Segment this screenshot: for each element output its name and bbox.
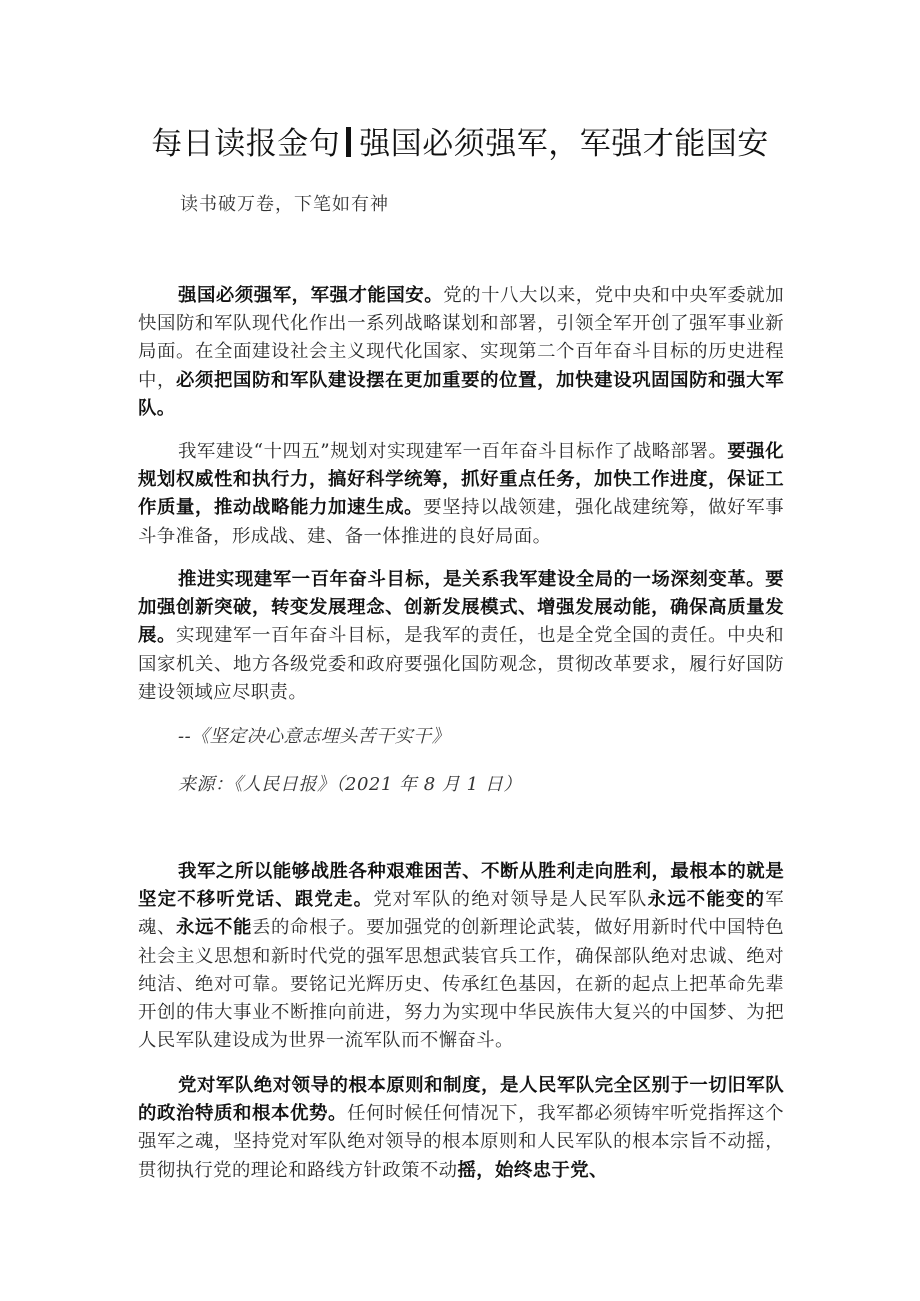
- paragraph-3: [138, 566, 784, 707]
- title-left: 每日读报金句: [151, 126, 341, 162]
- bold-text-run: 强国必须强军，军强才能国安。: [178, 285, 444, 306]
- page-title: [0, 118, 920, 163]
- text-run: 要坚持以战领建，强化战建统筹，做好军事斗争准备，形成战、建、备一体推进的良好局面。: [138, 497, 784, 547]
- text-run: 党对军队的绝对领导是人民军队: [373, 889, 648, 911]
- bold-text-run: 摇，始终忠于党、: [457, 1159, 608, 1181]
- title-divider-bar: [346, 127, 351, 157]
- bold-text-run: 党对军队绝对领导的根本原则和制度，是人民军队完全区别于一切旧军队的政治特质和根本优势。: [138, 1075, 784, 1125]
- title-right: 强国必须强军，军强才能国安: [359, 126, 769, 162]
- text-run: 丢的命根子。要加强党的创新理论武装，做好用新时代中国特色社会主义思想和新时代党的强军思想武装官兵工作，确保部队绝对忠诚、绝对纯洁、绝对可靠。要铭记光辉历史、传承红色基因，在新的起点上把革命先辈开创的伟大事业不断推向前进，努力为实现中华民族伟大复兴的中国梦、为把人民军队建设成为世界一流军队而不懈奋斗。: [138, 917, 784, 1052]
- article-title: --《坚定决心意志埋头苦干实干》: [178, 726, 451, 747]
- paragraph-4: [138, 858, 784, 1055]
- bold-text-run: 要强化规划权威性和执行力，搞好科学统筹，抓好重点任务，加快工作进度，保证工作质量，推动战略能力加速生成。: [138, 441, 784, 519]
- paragraph-5: [138, 1072, 784, 1185]
- text-run: 实现建军一百年奋斗目标，是我军的责任，也是全党全国的责任。中央和国家机关、地方各级党委和政府要强化国防观念，贯彻改革要求，履行好国防建设领域应尽职责。: [138, 625, 784, 703]
- paragraph-1: [138, 282, 784, 423]
- bold-text-run: 永远不能变的: [647, 889, 766, 911]
- text-run: 党的十八大以来，党中央和中央军委就加快国防和军队现代化作出一系列战略谋划和部署，引领全军开创了强军事业新局面。在全面建设社会主义现代化国家、实现第二个百年奋斗目标的历史进程中，: [138, 285, 784, 391]
- paragraph-2: [138, 438, 784, 551]
- text-run: 任何时候任何情况下，我军都必须铸牢听党指挥这个强军之魂，坚持党对军队绝对领导的根本原则和人民军队的根本宗旨不动摇，贯彻执行党的理论和路线方针政策不动: [138, 1103, 785, 1181]
- bold-text-run: 永远不能: [176, 917, 253, 939]
- text-run: 军魂、: [138, 889, 784, 939]
- source-line: 来源：《人民日报》（2021 年 8 月 1 日）: [178, 774, 522, 795]
- bold-text-run: 推进实现建军一百年奋斗目标，是关系我军建设全局的一场深刻变革。要加强创新突破，转变发展理念、创新发展模式、增强发展动能，确保高质量发展。: [138, 569, 784, 647]
- bold-text-run: 我军之所以能够战胜各种艰难困苦、不断从胜利走向胜利，最根本的就是坚定不移听党话、跟党走。: [138, 861, 784, 911]
- subtitle: 读书破万卷，下笔如有神: [180, 194, 389, 215]
- bold-text-run: 必须把国防和军队建设摆在更加重要的位置，加快建设巩固国防和强大军队。: [138, 369, 784, 419]
- text-run: 我军建设“十四五”规划对实现建军一百年奋斗目标作了战略部署。: [178, 441, 728, 462]
